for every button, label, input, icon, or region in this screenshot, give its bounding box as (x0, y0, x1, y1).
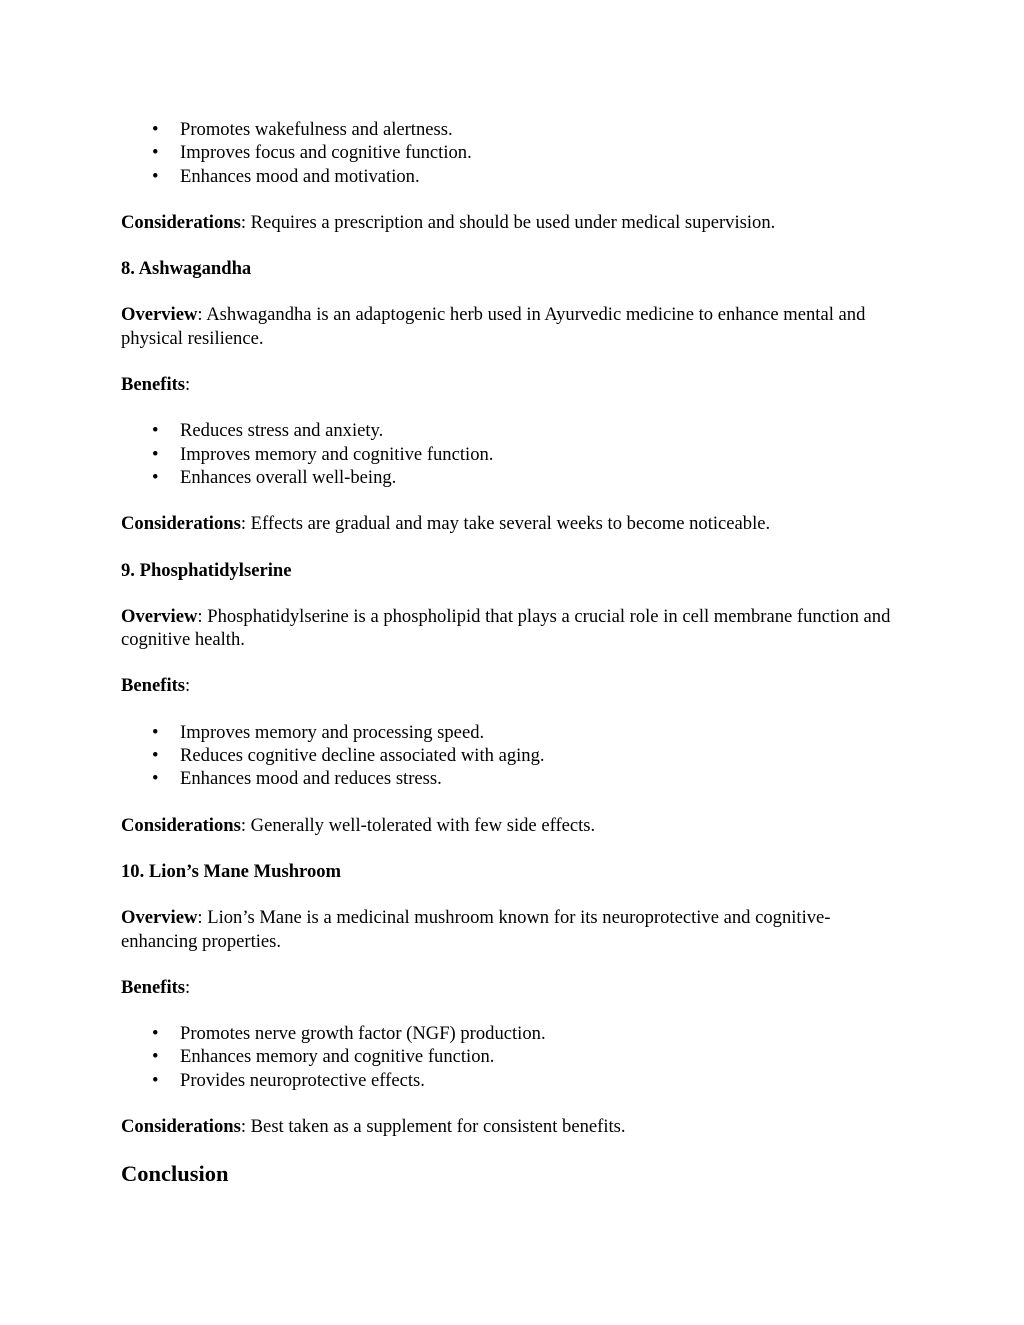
bullet-icon: • (152, 443, 159, 465)
considerations-text: : Effects are gradual and may take several weeks to become noticeable. (240, 513, 771, 535)
bullet-icon: • (152, 420, 159, 442)
bullet-icon: • (152, 1069, 159, 1091)
considerations-label: Considerations (121, 513, 241, 535)
benefits-label: Benefits (121, 976, 186, 998)
list-item-text: Improves memory and processing speed. (180, 721, 485, 743)
benefits-suffix: : (185, 675, 191, 697)
overview-paragraph (121, 605, 901, 652)
bullet-icon: • (152, 745, 159, 767)
intro-bullet-list (121, 118, 901, 188)
bullet-icon: • (152, 142, 159, 164)
list-item-text: Promotes nerve growth factor (NGF) production. (180, 1023, 546, 1045)
list-item-text: Provides neuroprotective effects. (180, 1069, 425, 1091)
bullet-icon: • (152, 721, 159, 743)
bullet-icon: • (152, 1023, 159, 1045)
overview-label: Overview (121, 907, 198, 929)
bullet-icon: • (152, 165, 159, 187)
list-item (121, 1045, 901, 1068)
list-item (121, 1022, 901, 1045)
considerations-label: Considerations (121, 814, 241, 836)
list-item-text: Enhances mood and motivation. (180, 165, 420, 187)
list-item-text: Enhances memory and cognitive function. (180, 1046, 495, 1068)
document-page (121, 118, 901, 1188)
considerations-text: : Best taken as a supplement for consistent benefits. (240, 1116, 626, 1138)
considerations-paragraph (121, 814, 901, 837)
section-heading: 9. Phosphatidylserine (121, 559, 292, 581)
considerations-label: Considerations (121, 1116, 241, 1138)
benefits-heading (121, 976, 901, 999)
benefits-list (121, 419, 901, 489)
benefits-suffix: : (185, 976, 191, 998)
considerations-paragraph (121, 1115, 901, 1138)
overview-label: Overview (121, 304, 198, 326)
overview-paragraph (121, 906, 901, 953)
considerations-text: : Requires a prescription and should be used under medical supervision. (240, 211, 776, 233)
benefits-list (121, 1022, 901, 1092)
list-item-text: Reduces cognitive decline associated with aging. (180, 745, 545, 767)
list-item (121, 419, 901, 442)
overview-text: : Phosphatidylserine is a phospholipid that plays a crucial role in cell membrane function and cognitive health. (121, 605, 891, 651)
list-item-text: Improves memory and cognitive function. (180, 443, 494, 465)
conclusion-heading: Conclusion (121, 1161, 229, 1187)
considerations-paragraph (121, 211, 901, 234)
list-item (121, 466, 901, 489)
list-item-text: Reduces stress and anxiety. (180, 420, 384, 442)
overview-label: Overview (121, 605, 198, 627)
list-item-text: Enhances mood and reduces stress. (180, 768, 442, 790)
bullet-icon: • (152, 768, 159, 790)
list-item (121, 443, 901, 466)
list-item-text: Promotes wakefulness and alertness. (180, 119, 453, 140)
list-item (121, 1069, 901, 1092)
list-item (121, 118, 901, 141)
overview-text: : Lion’s Mane is a medicinal mushroom known for its neuroprotective and cognitive-enhancing properties. (121, 907, 831, 952)
list-item-text: Improves focus and cognitive function. (180, 142, 472, 164)
bullet-icon: • (152, 1046, 159, 1068)
benefits-suffix: : (185, 374, 191, 396)
considerations-paragraph (121, 512, 901, 535)
considerations-text: : Generally well-tolerated with few side effects. (240, 814, 596, 836)
list-item (121, 165, 901, 188)
bullet-icon: • (152, 119, 159, 140)
list-item (121, 767, 901, 790)
benefits-heading (121, 373, 901, 396)
benefits-list (121, 721, 901, 791)
bullet-icon: • (152, 466, 159, 488)
considerations-label: Considerations (121, 211, 241, 233)
section-heading: 8. Ashwagandha (121, 258, 252, 280)
overview-text: : Ashwagandha is an adaptogenic herb used in Ayurvedic medicine to enhance mental and physical resilience. (121, 304, 866, 349)
list-item-text: Enhances overall well-being. (180, 466, 397, 488)
benefits-heading (121, 674, 901, 697)
list-item (121, 141, 901, 164)
section-heading: 10. Lion’s Mane Mushroom (121, 860, 342, 882)
benefits-label: Benefits (121, 675, 186, 697)
list-item (121, 721, 901, 744)
overview-paragraph (121, 303, 901, 350)
list-item (121, 744, 901, 767)
benefits-label: Benefits (121, 374, 186, 396)
